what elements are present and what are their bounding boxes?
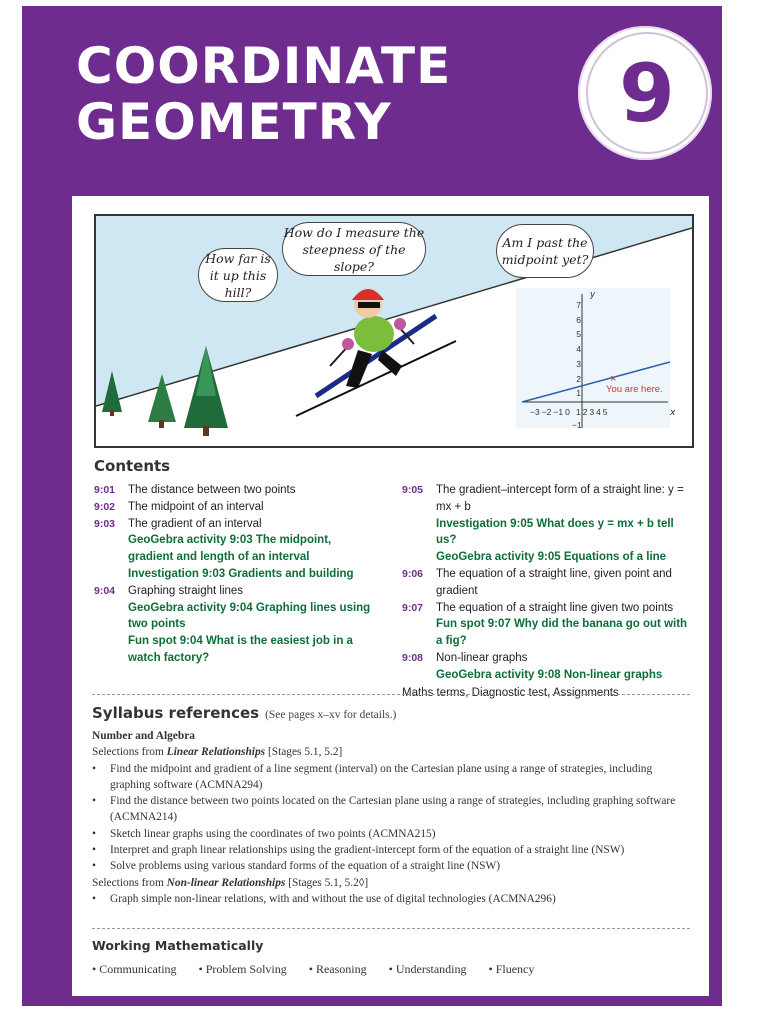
toc-item[interactable] [94, 566, 376, 583]
toc-text: Investigation 9:03 Gradients and building [128, 567, 354, 580]
y-tick-labels [572, 298, 581, 401]
syllabus-bullet: • Sketch linear graphs using the coordinates of two points (ACMNA215) [92, 826, 692, 842]
syllabus-header [92, 704, 396, 722]
chapter-badge [578, 26, 712, 160]
thought-bubble-1 [198, 248, 278, 302]
pine-tree-1 [102, 371, 122, 416]
syllabus-heading: Syllabus references [92, 704, 260, 722]
x-tick: 5 [602, 407, 608, 417]
toc-item[interactable] [94, 583, 376, 600]
toc-item[interactable] [402, 667, 692, 684]
y-axis-label: y [590, 290, 596, 300]
toc-code: 9:07 [402, 601, 424, 614]
contents-heading: Contents [94, 457, 171, 475]
wm-item: • Understanding [388, 962, 467, 976]
toc-text: GeoGebra activity 9:08 Non-linear graphs [436, 668, 663, 681]
x-tick-labels [530, 407, 608, 417]
toc-item[interactable] [402, 516, 692, 550]
x-tick: 0 [565, 407, 570, 417]
skier-goggles [358, 302, 380, 308]
toc-code [94, 633, 128, 667]
bubble-2-text: How do I measure the steepness of the slope? [283, 224, 425, 274]
selection-1-name: Linear Relationships [166, 746, 266, 759]
toc-code: 9:04 [94, 584, 116, 597]
toc-code [402, 549, 436, 566]
contents-right-column [402, 482, 692, 701]
toc-text: GeoGebra activity 9:05 Equations of a line [436, 551, 667, 564]
working-math-heading: Working Mathematically [92, 938, 264, 953]
cartoon-illustration [94, 214, 694, 448]
y-tick: 4 [576, 344, 581, 355]
bubble-3-text: Am I past the midpoint yet? [501, 235, 589, 267]
wm-item-text: Reasoning [315, 962, 367, 976]
toc-code [94, 566, 128, 583]
divider-1 [92, 694, 690, 695]
marker-x: × [610, 373, 617, 385]
toc-item[interactable] [94, 532, 376, 566]
toc-text: The gradient of an interval [128, 517, 262, 530]
bullet-text: Find the midpoint and gradient of a line segment (interval) on the Cartesian plane using a range of strategies, including graphing software (ACMNA294) [110, 762, 653, 791]
toc-item[interactable] [94, 499, 376, 516]
wm-item: • Problem Solving [198, 962, 287, 976]
toc-text: GeoGebra activity 9:03 The midpoint, gradient and length of an interval [128, 534, 332, 564]
chapter-number: 9 [619, 46, 675, 140]
toc-code [402, 667, 436, 684]
toc-text: The midpoint of an interval [128, 500, 264, 513]
x-tick: −3 [530, 407, 540, 417]
toc-code [402, 616, 436, 650]
you-are-here-label: You are here. [606, 384, 663, 395]
toc-text: The equation of a straight line, given point and gradient [436, 567, 672, 597]
selection-1 [92, 744, 692, 760]
skier-jacket [354, 316, 394, 352]
syllabus-heading-note: (See pages x–xv for details.) [265, 709, 397, 721]
y-tick: 5 [576, 329, 581, 340]
thought-bubble-2 [282, 222, 426, 276]
syllabus-bullet: • Interpret and graph linear relationships using the gradient-intercept form of the equation of a straight line (NSW) [92, 842, 692, 858]
toc-item[interactable] [94, 633, 376, 667]
x-tick: −1 [553, 407, 564, 417]
x-tick: 4 [596, 407, 601, 417]
toc-text: Investigation 9:05 What does y = mx + b tell us? [436, 517, 674, 547]
toc-item[interactable] [402, 650, 692, 667]
divider-2 [92, 928, 690, 929]
toc-item[interactable] [402, 566, 692, 600]
toc-item[interactable] [94, 482, 376, 499]
bullet-text: Find the distance between two points located on the Cartesian plane using a range of strategies, including graphing software (ACMNA214) [110, 795, 676, 824]
toc-item[interactable] [402, 482, 692, 516]
title-line-2: GEOMETRY [76, 93, 392, 151]
chapter-badge-inner [586, 32, 708, 154]
toc-item[interactable] [94, 600, 376, 634]
skier-glove-2 [394, 318, 406, 330]
wm-item-text: Problem Solving [205, 962, 287, 976]
toc-item[interactable] [402, 600, 692, 617]
contents-left-column [94, 482, 376, 667]
toc-item[interactable] [402, 549, 692, 566]
bullet-text: Solve problems using various standard forms of the equation of a straight line (NSW) [110, 860, 501, 873]
syllabus-bullet: • Find the distance between two points located on the Cartesian plane using a range of strategies, including graphing software (ACMNA214) [92, 793, 692, 826]
chapter-title [76, 38, 451, 150]
bullet-text: Sketch linear graphs using the coordinates of two points (ACMNA215) [110, 827, 436, 840]
skier-glove-1 [342, 338, 354, 350]
toc-code: 9:05 [402, 484, 424, 496]
toc-text: Fun spot 9:04 What is the easiest job in a watch factory? [128, 635, 353, 664]
toc-code: 9:08 [402, 651, 424, 664]
syllabus-body [92, 728, 692, 907]
x-tick: 1 [575, 407, 581, 417]
y-tick: 1 [576, 388, 581, 399]
x-tick: 2 [582, 407, 588, 417]
selection-2-prefix: Selections from [92, 876, 167, 889]
y-tick: 3 [576, 358, 581, 369]
y-tick-negative: −1 [572, 420, 582, 430]
title-line-1: COORDINATE [76, 37, 452, 95]
bullet-text: Graph simple non-linear relations, with and without the use of digital technologies (ACMNA296) [110, 892, 556, 905]
bubble-1-text: How far is it up this hill? [205, 250, 271, 300]
toc-code: 9:01 [94, 484, 116, 496]
selection-2-suffix: [Stages 5.1, 5.2◊] [285, 876, 369, 889]
toc-item[interactable] [402, 616, 692, 650]
selection-2 [92, 875, 692, 891]
y-tick: 6 [576, 314, 581, 325]
toc-code: 9:03 [94, 517, 116, 530]
wm-item: • Communicating [92, 962, 177, 976]
x-tick: −2 [541, 407, 552, 417]
selection-1-prefix: Selections from [92, 746, 167, 759]
bullet-text: Interpret and graph linear relationships using the gradient-intercept form of the equation of a straight line (NSW) [110, 844, 625, 857]
wm-item: • Reasoning [308, 962, 367, 976]
toc-code [94, 532, 128, 566]
toc-text: The equation of a straight line given two points [436, 601, 674, 614]
toc-text: The distance between two points [128, 484, 296, 496]
toc-code: 9:02 [94, 500, 116, 513]
toc-code [402, 516, 436, 550]
x-tick: 3 [589, 407, 595, 417]
wm-item-text: Understanding [395, 962, 467, 976]
working-math-list [92, 962, 692, 977]
wm-item-text: Fluency [495, 962, 535, 976]
syllabus-bullet: • Find the midpoint and gradient of a line segment (interval) on the Cartesian plane using a range of strategies, including graphing software (ACMNA294) [92, 761, 692, 794]
toc-item[interactable] [94, 516, 376, 533]
toc-footer-text: Maths terms, Diagnostic test, Assignments [402, 686, 619, 699]
syllabus-bullet: • Graph simple non-linear relations, with and without the use of digital technologies (ACMNA296) [92, 891, 692, 907]
skier-hat [352, 289, 384, 300]
toc-text: The gradient–intercept form of a straight line: y = mx + b [436, 484, 684, 513]
wm-item-text: Communicating [99, 962, 177, 976]
x-axis-label: x [670, 408, 676, 418]
y-tick: 2 [576, 373, 581, 384]
y-tick: 7 [576, 300, 581, 310]
syllabus-subheading: Number and Algebra [92, 730, 195, 742]
toc-text: Fun spot 9:07 Why did the banana go out with a fig? [436, 618, 688, 648]
toc-code: 9:06 [402, 567, 424, 580]
toc-text: Graphing straight lines [128, 584, 244, 597]
toc-code [94, 600, 128, 634]
wm-item: • Fluency [488, 962, 535, 976]
selection-1-suffix: [Stages 5.1, 5.2] [265, 746, 343, 759]
syllabus-bullet: • Solve problems using various standard forms of the equation of a straight line (NSW) [92, 858, 692, 874]
toc-text: GeoGebra activity 9:04 Graphing lines using two points [128, 601, 371, 631]
selection-2-name: Non-linear Relationships [166, 876, 286, 889]
toc-text: Non-linear graphs [436, 651, 528, 664]
toc-footer [402, 684, 692, 702]
thought-bubble-3 [496, 224, 594, 278]
